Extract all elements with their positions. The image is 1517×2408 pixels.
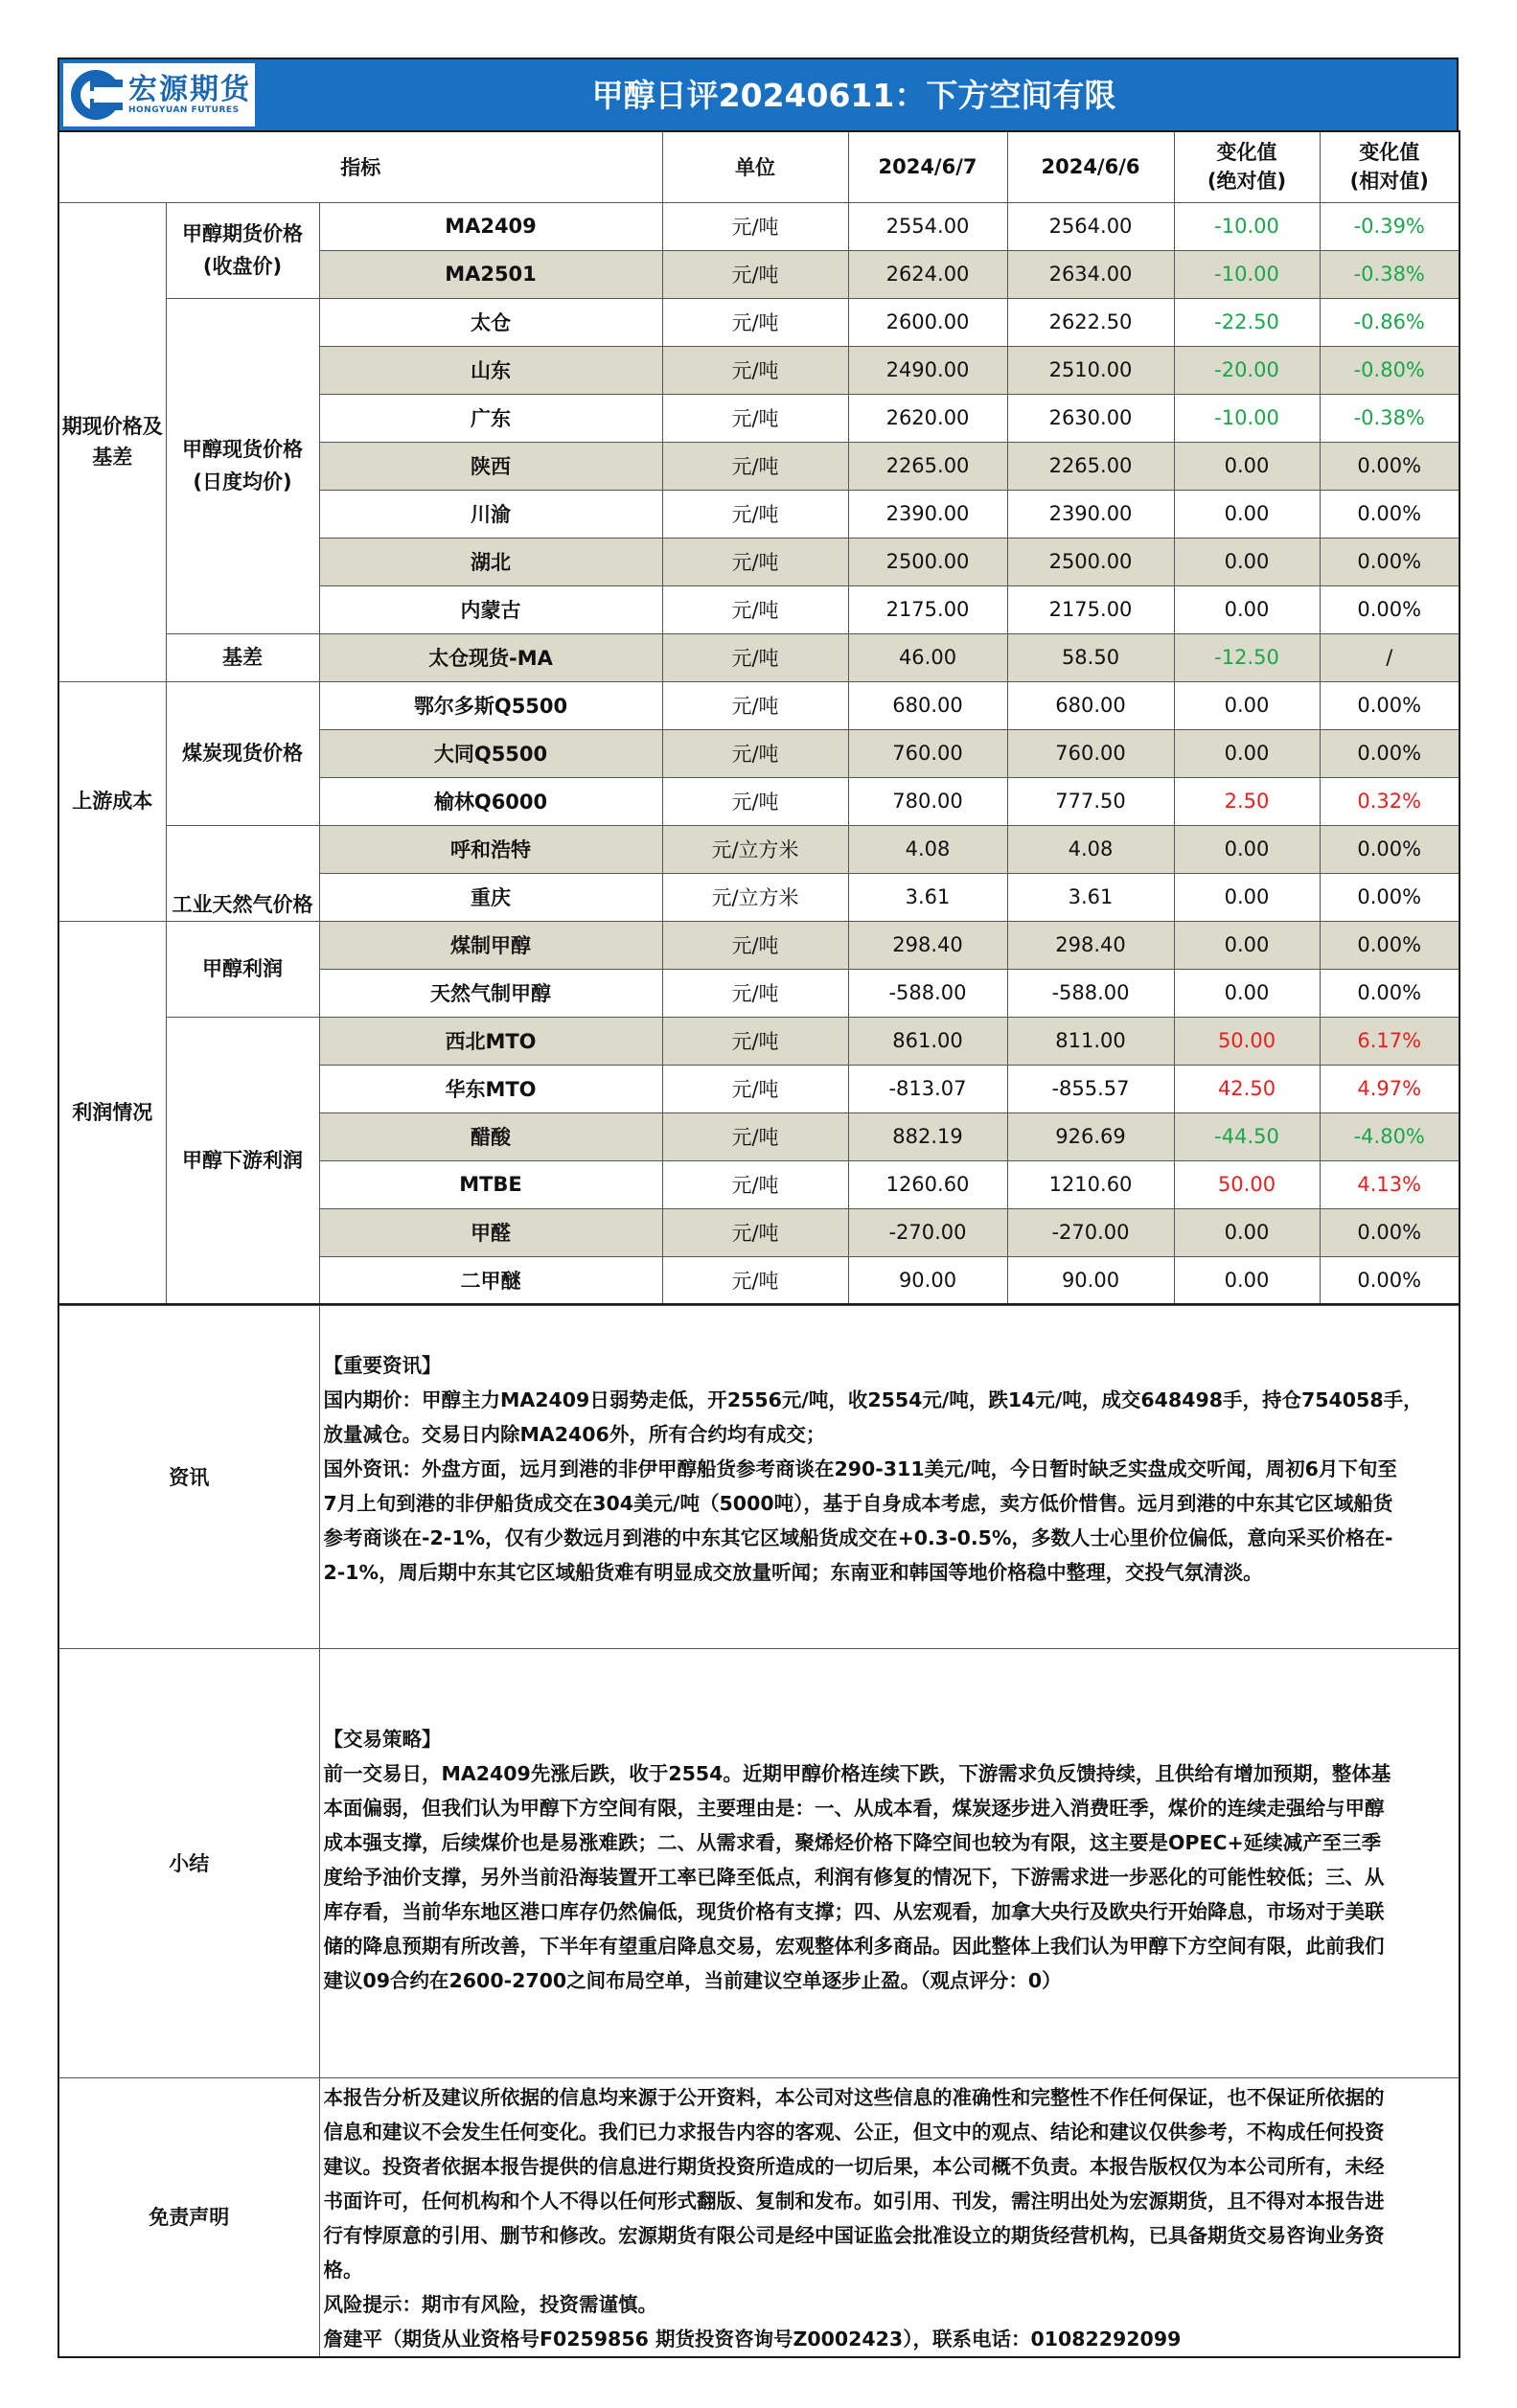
change-abs: 0.00 (1174, 1256, 1320, 1304)
change-rel: 4.97% (1320, 1065, 1460, 1112)
change-abs: 0.00 (1174, 921, 1320, 969)
change-abs: -10.00 (1174, 202, 1320, 250)
unit-cell: 元/吨 (662, 490, 848, 538)
value-date1: -270.00 (848, 1208, 1007, 1256)
summary-line: 度给予油价支撑，另外当前沿海装置开工率已降至低点，利润有修复的情况下，下游需求进一步恶化的可能性较低；三、从 (323, 1866, 1385, 1889)
change-rel: 6.17% (1320, 1017, 1460, 1065)
unit-cell: 元/吨 (662, 1017, 848, 1065)
news-line: 2-1%，周后期中东其它区域船货难有明显成交放量听闻；东南亚和韩国等地价格稳中整理，交投气氛清淡。 (323, 1561, 1263, 1584)
unit-cell: 元/吨 (662, 1256, 848, 1304)
subsection-label (166, 298, 319, 633)
value-date2: 2265.00 (1007, 442, 1174, 490)
unit-cell: 元/吨 (662, 394, 848, 442)
table-row (58, 298, 1460, 346)
value-date1: -588.00 (848, 969, 1007, 1017)
summary-line: 成本强支撑，后续煤价也是易涨难跌；二、从需求看，聚烯烃价格下降空间也较为有限，这主要是OPEC+延续减产至三季 (323, 1831, 1382, 1854)
value-date2: 298.40 (1007, 921, 1174, 969)
indicator-name: 二甲醚 (319, 1256, 662, 1304)
summary-row (58, 1649, 1460, 2078)
disclaimer-line: 建议。投资者依据本报告提供的信息进行期货投资所造成的一切后果，本公司概不负责。本报告版权仅为本公司所有，未经 (323, 2155, 1385, 2178)
unit-cell: 元/吨 (662, 202, 848, 250)
value-date1: 90.00 (848, 1256, 1007, 1304)
news-lines (324, 1348, 1456, 1590)
summary-label: 小结 (58, 1649, 319, 2078)
change-rel: 4.13% (1320, 1160, 1460, 1208)
section-label: 期现价格及基差 (58, 202, 166, 681)
value-date2: -588.00 (1007, 969, 1174, 1017)
disclaimer-line: 风险提示：期市有风险，投资需谨慎。 (323, 2293, 657, 2316)
subsection-text: 工业天然气价格 (172, 892, 313, 916)
indicator-name: 内蒙古 (319, 585, 662, 633)
col-header-abs-line2: (绝对值) (1207, 170, 1287, 194)
value-date1: 2175.00 (848, 585, 1007, 633)
value-date2: 926.69 (1007, 1112, 1174, 1160)
table-row (58, 825, 1460, 873)
news-content (319, 1306, 1460, 1649)
change-rel: -0.80% (1320, 346, 1460, 394)
summary-line: 前一交易日，MA2409先涨后跌，收于2554。近期甲醇价格连续下跌，下游需求负反馈持续，且供给有增加预期，整体基 (323, 1762, 1391, 1785)
table-header-row (58, 131, 1460, 202)
subsection-text: 煤炭现货价格 (182, 742, 303, 765)
change-abs: 0.00 (1174, 538, 1320, 585)
change-rel: -0.38% (1320, 250, 1460, 298)
table-row (58, 921, 1460, 969)
indicator-name: MA2501 (319, 250, 662, 298)
indicator-name: MA2409 (319, 202, 662, 250)
col-header-abs-line1: 变化值 (1216, 141, 1277, 165)
col-header-rel (1320, 131, 1460, 202)
value-date2: -270.00 (1007, 1208, 1174, 1256)
subsection-label (166, 1017, 319, 1304)
value-date2: 2634.00 (1007, 250, 1174, 298)
disclaimer-line: 詹建平（期货从业资格号F0259856 期货投资咨询号Z0002423），联系电话：01082292099 (323, 2328, 1182, 2351)
value-date2: 760.00 (1007, 729, 1174, 777)
disclaimer-line: 行有悖原意的引用、删节和修改。宏源期货有限公司是经中国证监会批准设立的期货经营机构，已具备期货交易咨询业务资 (323, 2224, 1385, 2247)
unit-cell: 元/吨 (662, 681, 848, 729)
value-date1: 3.61 (848, 873, 1007, 921)
company-logo (63, 63, 255, 126)
value-date1: 2500.00 (848, 538, 1007, 585)
summary-lines (324, 1722, 1456, 1998)
change-rel: 0.00% (1320, 490, 1460, 538)
value-date2: 3.61 (1007, 873, 1174, 921)
summary-line: 本面偏弱，但我们认为甲醇下方空间有限，主要理由是：一、从成本看，煤炭逐步进入消费旺季，煤价的连续走强给与甲醇 (323, 1797, 1385, 1820)
value-date2: 2630.00 (1007, 394, 1174, 442)
change-rel: 0.00% (1320, 585, 1460, 633)
change-abs: 0.00 (1174, 969, 1320, 1017)
news-line: 放量减仓。交易日内除MA2406外，所有合约均有成交； (323, 1423, 826, 1446)
report-header (57, 57, 1459, 130)
unit-cell: 元/吨 (662, 346, 848, 394)
indicator-name: 广东 (319, 394, 662, 442)
change-abs: 50.00 (1174, 1160, 1320, 1208)
value-date2: 4.08 (1007, 825, 1174, 873)
unit-cell: 元/吨 (662, 729, 848, 777)
brand-name-cn: 宏源期货 (128, 73, 251, 106)
indicator-name: 天然气制甲醇 (319, 969, 662, 1017)
value-date2: 2510.00 (1007, 346, 1174, 394)
indicator-name: 陕西 (319, 442, 662, 490)
price-table (57, 130, 1460, 1305)
unit-cell: 元/吨 (662, 1112, 848, 1160)
change-rel: -0.39% (1320, 202, 1460, 250)
disclaimer-content (319, 2078, 1460, 2358)
summary-line: 【交易策略】 (323, 1728, 442, 1751)
section-label: 利润情况 (58, 921, 166, 1304)
unit-cell: 元/吨 (662, 298, 848, 346)
section-label: 上游成本 (58, 681, 166, 921)
change-abs: 50.00 (1174, 1017, 1320, 1065)
value-date2: 2564.00 (1007, 202, 1174, 250)
change-abs: 0.00 (1174, 490, 1320, 538)
change-rel: 0.00% (1320, 538, 1460, 585)
change-abs: 42.50 (1174, 1065, 1320, 1112)
change-rel: 0.00% (1320, 1256, 1460, 1304)
change-rel: -0.38% (1320, 394, 1460, 442)
unit-cell: 元/吨 (662, 585, 848, 633)
unit-cell: 元/吨 (662, 633, 848, 681)
col-header-date1: 2024/6/7 (848, 131, 1007, 202)
col-header-rel-line2: (相对值) (1349, 170, 1429, 194)
report-title: 甲醇日评20240611：下方空间有限 (591, 77, 1116, 114)
change-rel: 0.00% (1320, 681, 1460, 729)
value-date2: 90.00 (1007, 1256, 1174, 1304)
subsection-label (166, 921, 319, 1017)
indicator-name: 呼和浩特 (319, 825, 662, 873)
change-rel: 0.00% (1320, 825, 1460, 873)
unit-cell: 元/立方米 (662, 873, 848, 921)
col-header-indicator: 指标 (58, 131, 662, 202)
unit-cell: 元/吨 (662, 1208, 848, 1256)
change-rel: 0.00% (1320, 969, 1460, 1017)
news-line: 国外资讯：外盘方面，远月到港的非伊甲醇船货参考商谈在290-311美元/吨，今日暂时缺乏实盘成交听闻，周初6月下旬至 (323, 1457, 1397, 1480)
change-abs: -44.50 (1174, 1112, 1320, 1160)
value-date1: 2600.00 (848, 298, 1007, 346)
col-header-abs (1174, 131, 1320, 202)
change-abs: -12.50 (1174, 633, 1320, 681)
indicator-name: 华东MTO (319, 1065, 662, 1112)
summary-content (319, 1649, 1460, 2078)
indicator-name: 太仓 (319, 298, 662, 346)
disclaimer-lines (324, 2080, 1456, 2356)
brand-name-en: HONGYUAN FUTURES (128, 105, 240, 115)
value-date2: -855.57 (1007, 1065, 1174, 1112)
value-date1: 680.00 (848, 681, 1007, 729)
indicator-name: 鄂尔多斯Q5500 (319, 681, 662, 729)
value-date1: 2265.00 (848, 442, 1007, 490)
change-rel: -4.80% (1320, 1112, 1460, 1160)
indicator-name: 西北MTO (319, 1017, 662, 1065)
value-date1: 46.00 (848, 633, 1007, 681)
value-date1: 298.40 (848, 921, 1007, 969)
change-abs: 0.00 (1174, 681, 1320, 729)
value-date2: 2175.00 (1007, 585, 1174, 633)
disclaimer-row (58, 2078, 1460, 2358)
value-date1: 861.00 (848, 1017, 1007, 1065)
news-line: 参考商谈在-2-1%，仅有少数远月到港的中东其它区域船货成交在+0.3-0.5%，多数人士心里价位偏低，意向采买价格在- (323, 1526, 1393, 1549)
unit-cell: 元/吨 (662, 538, 848, 585)
change-abs: 0.00 (1174, 442, 1320, 490)
indicator-name: 湖北 (319, 538, 662, 585)
change-rel: 0.00% (1320, 873, 1460, 921)
news-label: 资讯 (58, 1306, 319, 1649)
value-date1: 2490.00 (848, 346, 1007, 394)
subsection-label (166, 633, 319, 681)
value-date1: 2624.00 (848, 250, 1007, 298)
change-rel: -0.86% (1320, 298, 1460, 346)
value-date1: 760.00 (848, 729, 1007, 777)
value-date1: 780.00 (848, 777, 1007, 825)
indicator-name: 太仓现货-MA (319, 633, 662, 681)
col-header-rel-line1: 变化值 (1359, 141, 1420, 165)
change-abs: -20.00 (1174, 346, 1320, 394)
subsection-label (166, 202, 319, 298)
disclaimer-line: 格。 (323, 2259, 363, 2282)
value-date1: 882.19 (848, 1112, 1007, 1160)
change-rel: 0.00% (1320, 729, 1460, 777)
disclaimer-label: 免责声明 (58, 2078, 319, 2358)
change-abs: -10.00 (1174, 394, 1320, 442)
disclaimer-line: 信息和建议不会发生任何变化。我们已力求报告内容的客观、公正，但文中的观点、结论和建议仅供参考，不构成任何投资 (323, 2121, 1385, 2144)
indicator-name: 榆林Q6000 (319, 777, 662, 825)
subsection-text: 甲醇利润 (202, 957, 283, 980)
subsection-text: 甲醇现货价格 (182, 438, 303, 461)
value-date2: 680.00 (1007, 681, 1174, 729)
value-date1: -813.07 (848, 1065, 1007, 1112)
indicator-name: 重庆 (319, 873, 662, 921)
table-row (58, 681, 1460, 729)
news-line: 7月上旬到港的非伊船货成交在304美元/吨（5000吨），基于自身成本考虑，卖方低价惜售。远月到港的中东其它区域船货 (323, 1492, 1393, 1515)
unit-cell: 元/吨 (662, 1160, 848, 1208)
change-abs: 0.00 (1174, 825, 1320, 873)
unit-cell: 元/吨 (662, 250, 848, 298)
unit-cell: 元/吨 (662, 921, 848, 969)
indicator-name: 川渝 (319, 490, 662, 538)
table-row (58, 202, 1460, 250)
change-abs: 0.00 (1174, 873, 1320, 921)
indicator-name: 山东 (319, 346, 662, 394)
news-line: 国内期价：甲醇主力MA2409日弱势走低，开2556元/吨，收2554元/吨，跌14元/吨，成交648498手，持仓754058手， (323, 1388, 1423, 1411)
unit-cell: 元/吨 (662, 442, 848, 490)
table-row (58, 633, 1460, 681)
unit-cell: 元/立方米 (662, 825, 848, 873)
subsection-text: (收盘价) (202, 255, 283, 278)
change-abs: 0.00 (1174, 585, 1320, 633)
change-abs: -10.00 (1174, 250, 1320, 298)
change-abs: 0.00 (1174, 1208, 1320, 1256)
value-date1: 4.08 (848, 825, 1007, 873)
indicator-name: 大同Q5500 (319, 729, 662, 777)
subsection-label (166, 825, 319, 921)
indicator-name: 甲醛 (319, 1208, 662, 1256)
unit-cell: 元/吨 (662, 777, 848, 825)
summary-line: 建议09合约在2600-2700之间布局空单，当前建议空单逐步止盈。（观点评分：0） (323, 1969, 1062, 1992)
summary-line: 库存看，当前华东地区港口库存仍然偏低，现货价格有支撑；四、从宏观看，加拿大央行及欧央行开始降息，市场对于美联 (323, 1900, 1385, 1923)
indicator-name: 醋酸 (319, 1112, 662, 1160)
news-row (58, 1306, 1460, 1649)
value-date1: 2390.00 (848, 490, 1007, 538)
report-sheet (57, 57, 1459, 2358)
indicator-name: MTBE (319, 1160, 662, 1208)
value-date2: 777.50 (1007, 777, 1174, 825)
value-date2: 58.50 (1007, 633, 1174, 681)
value-date2: 811.00 (1007, 1017, 1174, 1065)
change-abs: 2.50 (1174, 777, 1320, 825)
hongyuan-logo-icon (69, 68, 123, 122)
change-rel: 0.00% (1320, 1208, 1460, 1256)
col-header-date2: 2024/6/6 (1007, 131, 1174, 202)
news-line: 【重要资讯】 (323, 1354, 442, 1377)
unit-cell: 元/吨 (662, 1065, 848, 1112)
notes-table (57, 1305, 1460, 2358)
value-date2: 1210.60 (1007, 1160, 1174, 1208)
indicator-name: 煤制甲醇 (319, 921, 662, 969)
value-date1: 2554.00 (848, 202, 1007, 250)
change-abs: -22.50 (1174, 298, 1320, 346)
change-abs: 0.00 (1174, 729, 1320, 777)
subsection-text: (日度均价) (193, 470, 292, 493)
subsection-text: 基差 (222, 646, 263, 669)
value-date1: 2620.00 (848, 394, 1007, 442)
unit-cell: 元/吨 (662, 969, 848, 1017)
value-date2: 2622.50 (1007, 298, 1174, 346)
change-rel: 0.32% (1320, 777, 1460, 825)
value-date2: 2500.00 (1007, 538, 1174, 585)
disclaimer-line: 本报告分析及建议所依据的信息均来源于公开资料，本公司对这些信息的准确性和完整性不作任何保证，也不保证所依据的 (323, 2086, 1385, 2109)
value-date2: 2390.00 (1007, 490, 1174, 538)
change-rel: 0.00% (1320, 921, 1460, 969)
value-date1: 1260.60 (848, 1160, 1007, 1208)
disclaimer-line: 书面许可，任何机构和个人不得以任何形式翻版、复制和发布。如引用、刊发，需注明出处为宏源期货，且不得对本报告进 (323, 2190, 1385, 2213)
summary-line: 储的降息预期有所改善，下半年有望重启降息交易，宏观整体利多商品。因此整体上我们认为甲醇下方空间有限，此前我们 (323, 1935, 1385, 1958)
col-header-unit: 单位 (662, 131, 848, 202)
change-rel: 0.00% (1320, 442, 1460, 490)
table-body (58, 202, 1460, 1304)
change-rel: / (1320, 633, 1460, 681)
subsection-label (166, 681, 319, 825)
subsection-text: 甲醇下游利润 (182, 1148, 303, 1172)
table-row (58, 1017, 1460, 1065)
subsection-text: 甲醇期货价格 (182, 222, 303, 245)
